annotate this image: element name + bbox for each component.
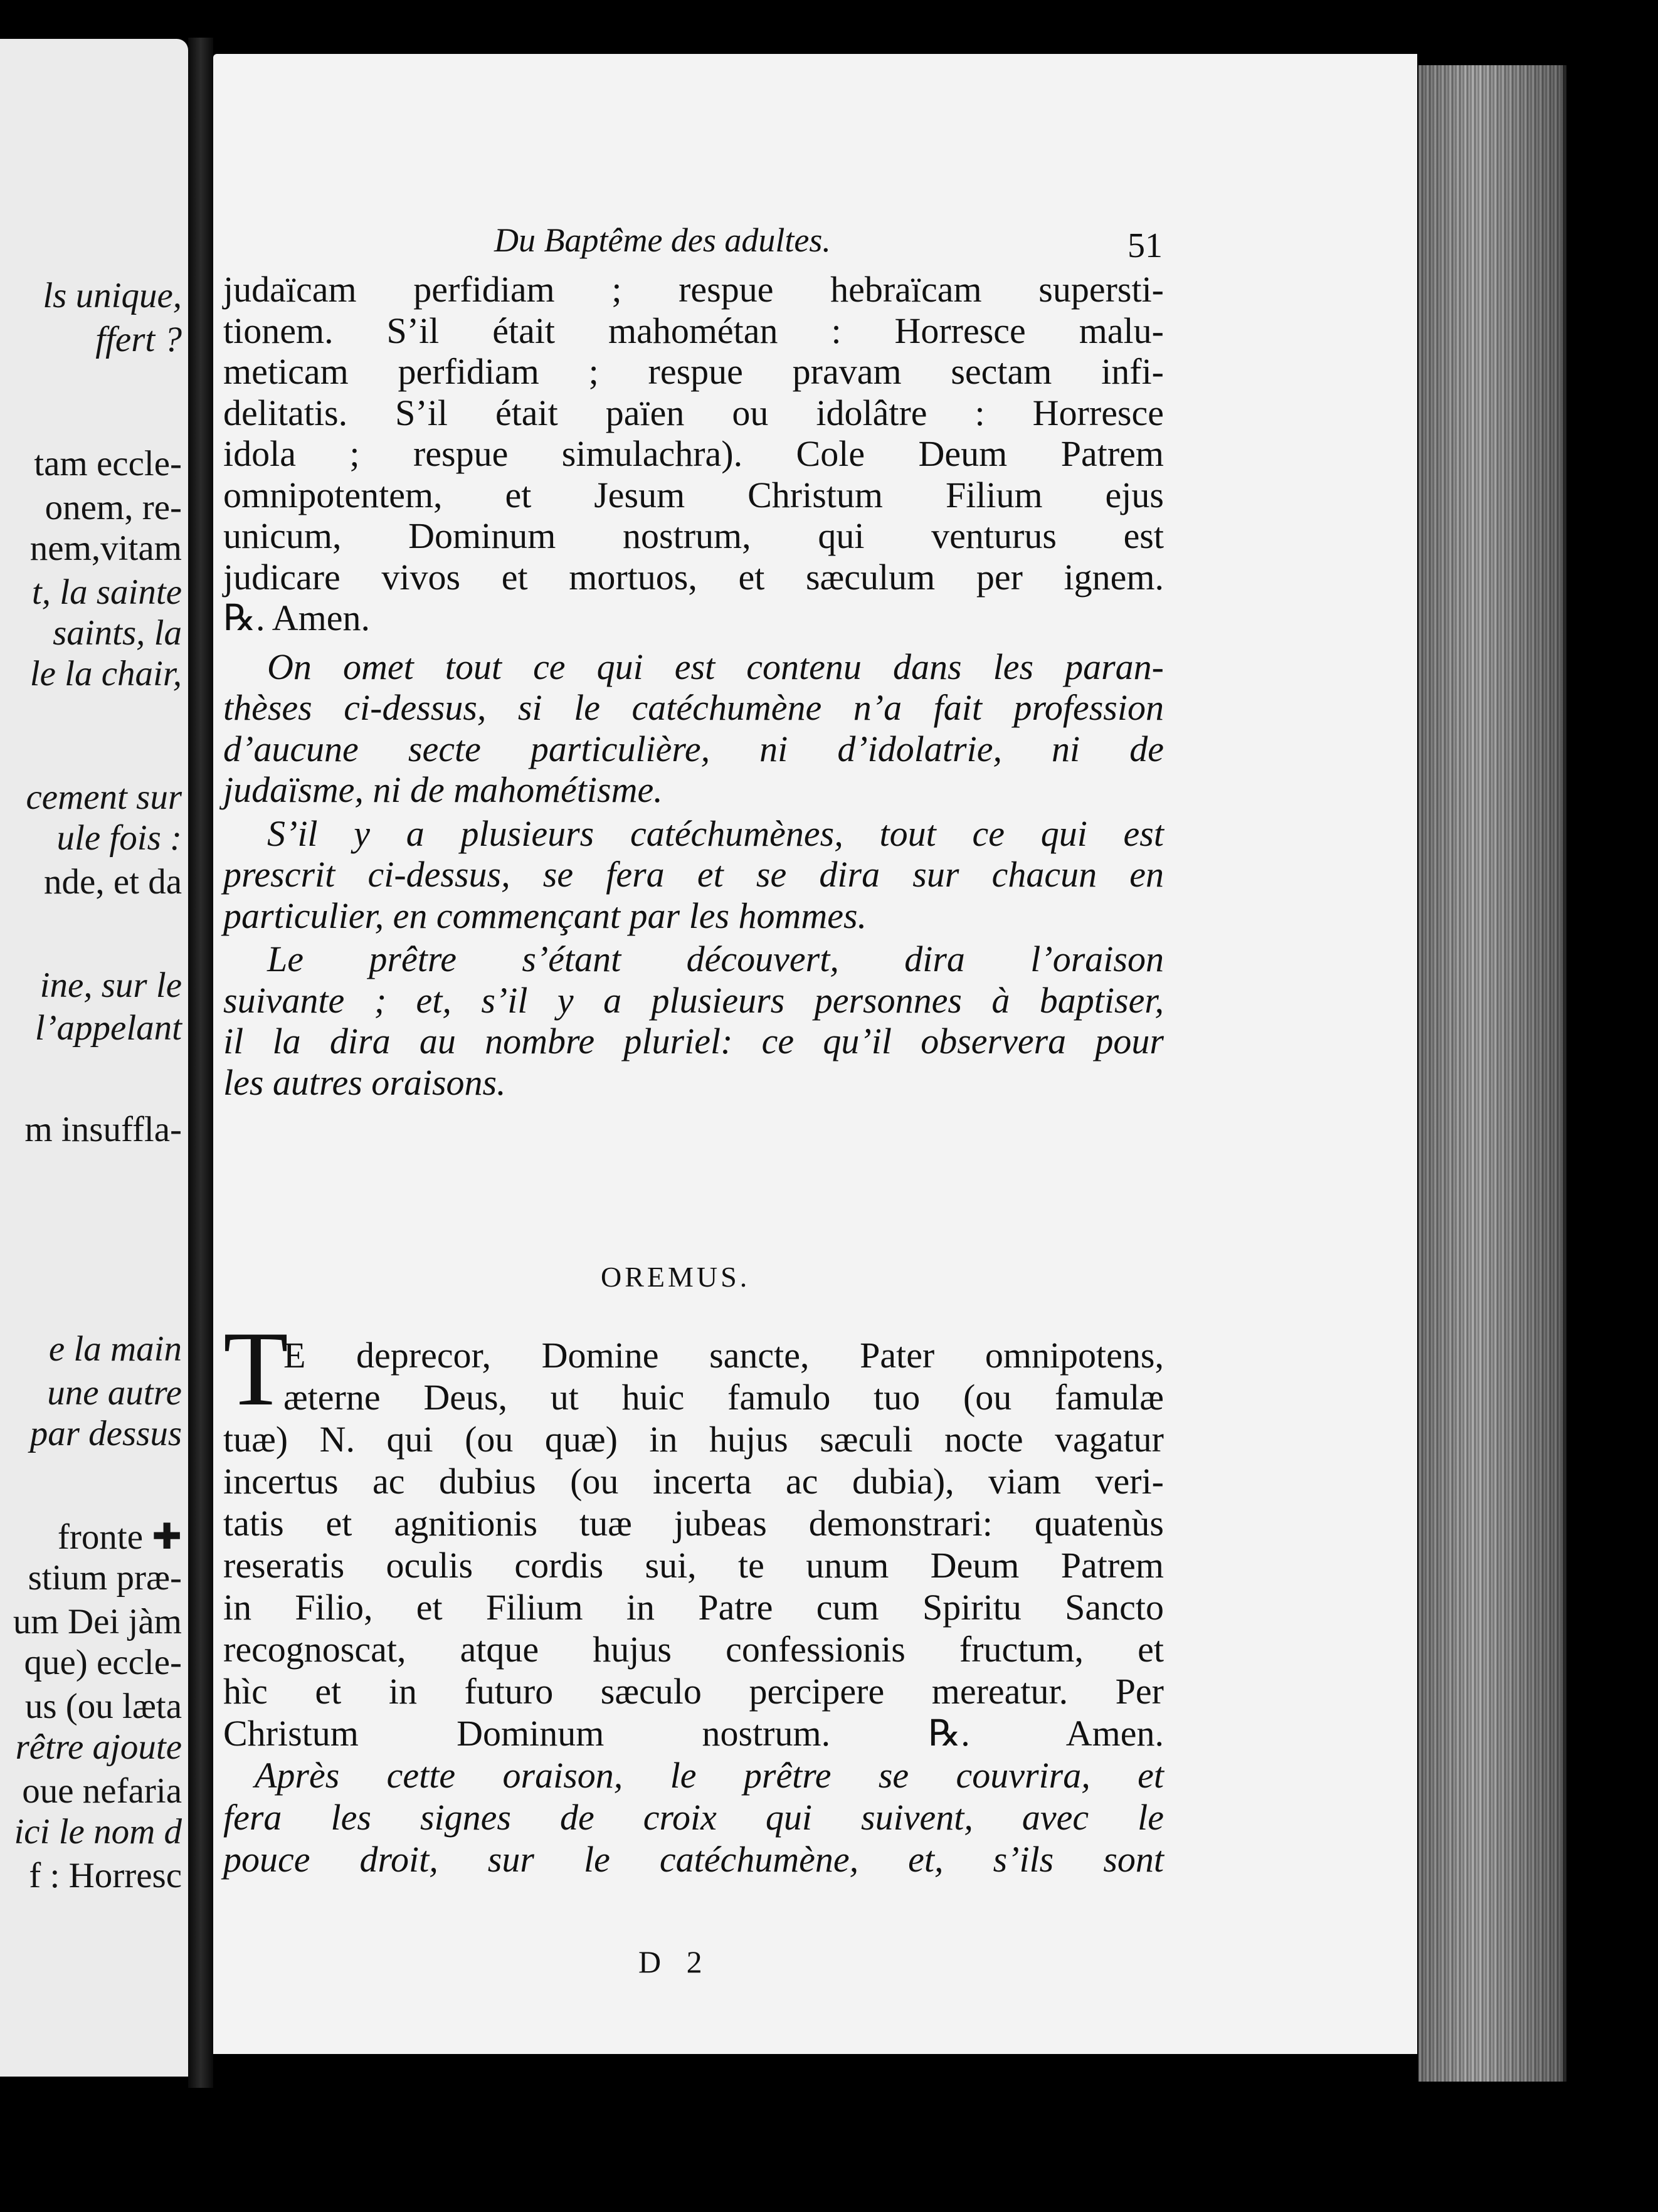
prayer-line: Après cette oraison, le prêtre se couvrira, et (255, 1755, 1164, 1796)
left-page-line: que) eccle- (24, 1643, 182, 1682)
left-page-line: nde, et da (44, 862, 182, 902)
left-page-line: saints, la (53, 613, 182, 653)
left-facing-page (0, 39, 188, 2077)
left-page-line: le la chair, (29, 654, 182, 693)
left-page-line: ls unique, (43, 276, 182, 315)
left-page-line: fronte ✚ (57, 1517, 182, 1557)
drop-cap: T (223, 1310, 288, 1428)
body-line: unicum, Dominum nostrum, qui venturus est (223, 515, 1164, 556)
prayer-line: E deprecor, Domine sancte, Pater omnipotens, (283, 1335, 1164, 1376)
running-head: Du Baptême des adultes. (494, 221, 831, 259)
left-page-line: ffert ? (95, 320, 182, 359)
left-page-line: cement sur (26, 777, 182, 817)
left-page-line: par dessus (29, 1414, 182, 1453)
body-line: suivante ; et, s’il y a plusieurs personnes à baptiser, (223, 979, 1164, 1021)
body-line: meticam perfidiam ; respue pravam sectam infi- (223, 351, 1164, 392)
left-page-line: tam eccle- (34, 444, 182, 483)
body-line: particulier, en commençant par les hommes. (223, 895, 867, 936)
body-line: tionem. S’il était mahométan : Horresce malu- (223, 310, 1164, 351)
body-line: omnipotentem, et Jesum Christum Filium ejus (223, 474, 1164, 515)
page-number: 51 (1127, 226, 1163, 265)
body-line: judaïcam perfidiam ; respue hebraïcam supersti- (223, 269, 1164, 310)
prayer-line: recognoscat, atque hujus confessionis fructum, et (223, 1629, 1164, 1670)
left-page-line: une autre (47, 1373, 182, 1413)
left-page-line: ici le nom d (14, 1812, 182, 1851)
left-page-line: stium præ- (28, 1558, 182, 1598)
prayer-line: incertus ac dubius (ou incerta ac dubia), viam veri- (223, 1461, 1164, 1502)
section-heading-oremus: OREMUS. (601, 1261, 751, 1293)
left-page-line: t, la sainte (31, 572, 182, 612)
left-page-line: m insuffla- (24, 1110, 182, 1149)
fore-edge-shade (1418, 65, 1563, 2082)
left-page-line: ine, sur le (40, 966, 182, 1005)
left-page-line: onem, re- (45, 488, 182, 527)
left-page-line: ule fois : (56, 818, 182, 858)
signature-mark: D 2 (638, 1944, 711, 1979)
left-page-line: um Dei jàm (13, 1602, 182, 1641)
body-line: delitatis. S’il était païen ou idolâtre : Horresce (223, 392, 1164, 433)
body-line: thèses ci-dessus, si le catéchumène n’a fait profession (223, 687, 1164, 728)
body-line: Le prêtre s’étant découvert, dira l’oraison (267, 939, 1164, 979)
prayer-line: in Filio, et Filium in Patre cum Spiritu Sancto (223, 1587, 1164, 1628)
body-line: d’aucune secte particulière, ni d’idolatrie, ni de (223, 728, 1164, 769)
body-line: les autres oraisons. (223, 1061, 506, 1103)
prayer-line: reseratis oculis cordis sui, te unum Deum Patrem (223, 1545, 1164, 1586)
left-page-line: nem,vitam (29, 529, 182, 568)
left-page-line: l’appelant (34, 1008, 182, 1048)
book-gutter (188, 38, 213, 2088)
prayer-line: tatis et agnitionis tuæ jubeas demonstrari: quatenùs (223, 1503, 1164, 1544)
body-line: ℞. Amen. (223, 598, 371, 638)
left-page-line: e la main (48, 1329, 182, 1369)
prayer-line: fera les signes de croix qui suivent, avec le (223, 1797, 1164, 1838)
body-line: S’il y a plusieurs catéchumènes, tout ce qui est (267, 813, 1164, 854)
body-line: prescrit ci-dessus, se fera et se dira sur chacun en (223, 854, 1164, 895)
left-page-line: us (ou læta (24, 1687, 182, 1726)
body-line: judaïsme, ni de mahométisme. (223, 769, 663, 810)
body-line: judicare vivos et mortuos, et sæculum per ignem. (223, 556, 1164, 598)
left-page-line: f : Horresc (29, 1856, 182, 1895)
prayer-line: tuæ) N. qui (ou quæ) in hujus sæculi nocte vagatur (223, 1419, 1164, 1460)
left-page-line: rêtre ajoute (15, 1727, 182, 1767)
prayer-line: Christum Dominum nostrum. ℞. Amen. (223, 1713, 1164, 1754)
prayer-line: hìc et in futuro sæculo percipere mereatur. Per (223, 1671, 1164, 1712)
prayer-line: æterne Deus, ut huic famulo tuo (ou famulæ (283, 1377, 1164, 1418)
left-page-line: oue nefaria (22, 1771, 182, 1811)
body-line: il la dira au nombre pluriel: ce qu’il observera pour (223, 1021, 1164, 1061)
prayer-line: pouce droit, sur le catéchumène, et, s’ils sont (223, 1839, 1164, 1880)
body-line: idola ; respue simulachra). Cole Deum Patrem (223, 433, 1164, 474)
body-line: On omet tout ce qui est contenu dans les paran- (267, 646, 1164, 687)
